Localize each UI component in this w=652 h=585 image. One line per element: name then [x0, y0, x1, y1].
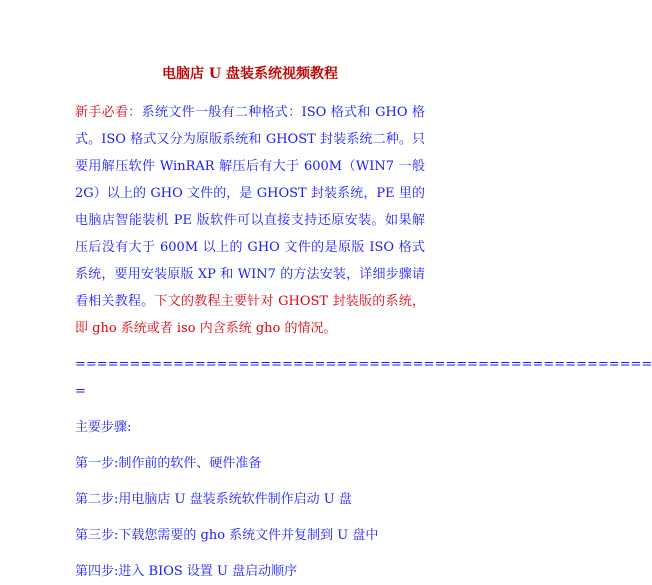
separator-line-tail: =: [75, 384, 86, 399]
intro-text-red: 下文的教程主要针对 GHOST 封装版的系统，即 gho 系统或者 iso 内含系统 gho 的情况。: [75, 294, 425, 336]
document-title: 电脑店 U 盘装系统视频教程: [162, 66, 338, 82]
intro-paragraph: [75, 99, 425, 342]
intro-prefix: 新手必看：: [75, 105, 142, 120]
step-item: 第四步:进入 BIOS 设置 U 盘启动顺序: [75, 564, 298, 579]
step-item: 第一步:制作前的软件、硬件准备: [75, 456, 262, 471]
step-item: 第三步:下载您需要的 gho 系统文件并复制到 U 盘中: [75, 528, 379, 543]
separator-line: =====================================================: [75, 357, 652, 372]
steps-heading: 主要步骤:: [75, 420, 132, 435]
document-body: [75, 99, 652, 585]
step-item: 第二步:用电脑店 U 盘装系统软件制作启动 U 盘: [75, 492, 352, 507]
intro-text-blue: 系统文件一般有二种格式：ISO 格式和 GHO 格式。ISO 格式又分为原版系统和 GHOST 封装系统二种。只要用解压软件 WinRAR 解压后有大于 600M（WIN7 一般 2G）以上的 GHO 文件的，是 GHOST 封装系统，PE 里的电脑店智能装机 PE 版软件可以直接支持还原安装。如果解压后没有大于 600M 以上的 GHO 文件的是原版 ISO 格式系统，要用安装原版 XP 和 WIN7 的方法安装，详细步骤请看相关教程。: [75, 105, 425, 309]
